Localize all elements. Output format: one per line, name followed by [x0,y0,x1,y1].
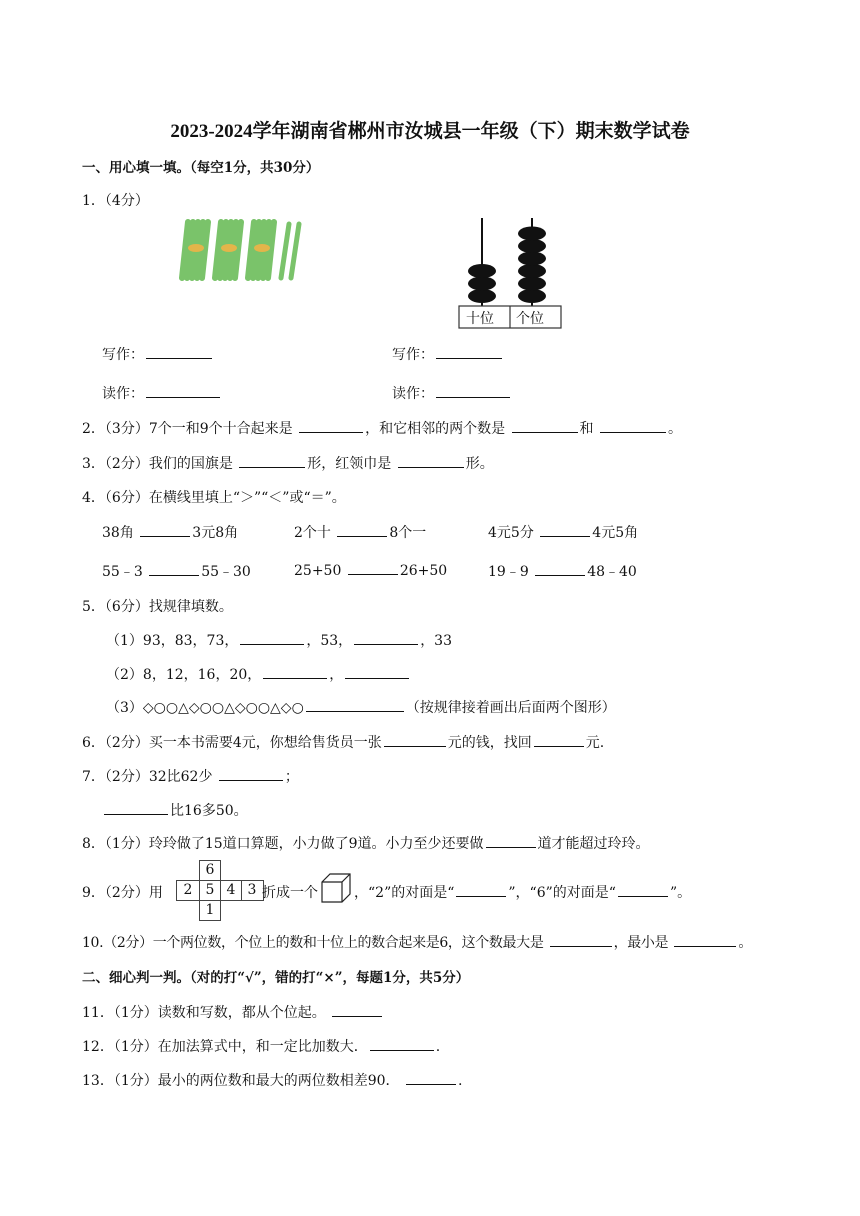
q7-line-2 [102,800,248,820]
q12 [82,1036,440,1056]
q9-blank-2[interactable] [618,883,668,897]
q7-blank-1[interactable] [219,767,283,781]
q4-item-1-left: 38角 [102,525,134,541]
abacus-ones-bead [518,239,546,253]
sticks-bundles-image [172,218,306,282]
abacus-ones-bead [518,264,546,278]
q5-part-1-text-b: ，53， [306,633,353,649]
q4-item-3-right: 4元5角 [592,525,639,541]
q9-text-c: ，“2”的对面是“ [354,885,455,901]
q4-item-1-blank[interactable] [140,523,190,537]
q4-item-2-blank[interactable] [337,523,387,537]
q4-item-2 [294,522,426,542]
q5-part-1-blank-1[interactable] [240,631,304,645]
q4-item-3-left: 4元5分 [488,525,534,541]
net-face-row-1: 2 [183,882,193,898]
q10-blank-2[interactable] [674,933,736,947]
q4-item-5-left: 25+50 [294,563,342,579]
q5-part-1 [106,630,452,650]
q4-item-3 [488,522,638,542]
q4-item-6 [488,561,637,581]
q2-blank-2[interactable] [512,419,578,433]
q13-blank[interactable] [406,1071,456,1085]
q4-item-6-blank[interactable] [535,562,585,576]
q1-label: 1．（4分） [82,193,149,209]
q3-blank-1[interactable] [239,454,305,468]
q3-text-c: 形。 [465,456,494,472]
q2-blank-3[interactable] [600,419,666,433]
q1-write-right-label: 写作： [392,347,434,363]
q4-label: 4．（6分）在横线里填上“＞”“＜”或“＝”。 [82,490,346,506]
net-face-row-3: 4 [221,880,242,900]
q4-item-2-right: 8个一 [389,525,427,541]
q2-text-c: 和 [579,421,594,437]
q4-item-4-left: 55﹣3 [102,564,143,580]
q10-text-b: ，最小是 [613,935,669,951]
q5-part-2-blank-2[interactable] [345,665,409,679]
q1-write-left-blank[interactable] [146,345,212,359]
q10-text-a: 10.（2分）一个两位数，个位上的数和十位上的数合起来是6，这个数最大是 [82,935,544,951]
q6-blank-1[interactable] [384,733,446,747]
q1-read-left-label: 读作： [102,386,144,402]
q8-blank[interactable] [486,834,536,848]
q3 [82,453,494,473]
q9-text-b: 折成一个 [262,885,318,901]
abacus-tens-label: 十位 [466,311,494,327]
q12-text-a: 12．（1分）在加法算式中，和一定比加数大． [82,1039,368,1055]
q4-item-5-right: 26+50 [399,563,448,579]
q5-label: 5．（6分）找规律填数。 [82,599,233,615]
q5-part-1-text-a: （1）93，83，73， [106,633,239,649]
bundle-tie [188,244,204,252]
q2-blank-1[interactable] [299,419,363,433]
q9-text-e: ”。 [669,885,692,901]
q4-item-2-left: 2个十 [294,525,331,541]
q5-part-3 [106,697,616,717]
bundle-tie [221,244,237,252]
q2 [82,418,682,438]
q12-blank[interactable] [370,1037,434,1051]
q6-text-b: 元的钱，找回 [447,735,532,751]
q3-text-a: 3．（2分）我们的国旗是 [82,456,233,472]
q5-part-2 [106,664,411,684]
q4-item-6-right: 48﹣40 [587,564,637,580]
q4-item-4-right: 55﹣30 [201,564,251,580]
q4-item-5 [294,561,447,579]
section-2-heading: 二、细心判一判。（对的打“√”，错的打“×”，每题1分，共5分） [82,970,470,986]
abacus-ones-bead [518,227,546,241]
q10 [82,932,752,952]
abacus-ones-label: 个位 [516,311,544,327]
q3-text-b: 形，红领巾是 [307,456,392,472]
q10-blank-1[interactable] [550,933,612,947]
q5-part-3-text-b: （按规律接着画出后面两个图形） [405,700,616,716]
q11-blank[interactable] [332,1003,382,1017]
cube-net-figure [176,860,262,920]
q1-write-right-blank[interactable] [436,345,502,359]
q3-blank-2[interactable] [398,454,464,468]
q4-item-4-blank[interactable] [149,562,199,576]
net-face-row-4: 3 [247,882,257,898]
q1-write-left-label: 写作： [102,347,144,363]
q13-text-b: . [458,1073,463,1089]
loose-stick [281,224,289,278]
q4-item-1-right: 3元8角 [192,525,239,541]
q7-blank-2[interactable] [104,801,168,815]
q11 [82,1002,384,1022]
q13 [82,1070,462,1090]
q4-item-4 [102,561,251,581]
q8 [82,833,650,853]
q1-read-right-label: 读作： [392,386,434,402]
q5-part-2-text-a: （2）8，12，16，20， [106,667,262,683]
q9-answers [354,882,691,902]
q2-text-d: 。 [668,421,682,437]
q13-text-a: 13．（1分）最小的两位数和最大的两位数相差90． [82,1073,400,1089]
q4-item-6-left: 19﹣9 [488,564,529,580]
q7-text-a: 7．（2分）32比62少 [82,769,213,785]
q5-part-2-blank-1[interactable] [263,665,327,679]
loose-stick [291,224,299,278]
q6 [82,732,604,752]
q9-blank-1[interactable] [456,883,506,897]
q5-part-1-text-c: ，33 [420,633,453,649]
section-1-heading: 一、用心填一填。（每空1分，共30分） [82,160,320,176]
q6-text-a: 6．（2分）买一本书需要4元，你想给售货员一张 [82,735,382,751]
page-title: 2023-2024学年湖南省郴州市汝城县一年级（下）期末数学试卷 [170,121,690,142]
q4-item-1 [102,522,238,542]
abacus-tens-bead [468,264,496,278]
q2-text-a: 2．（3分）7个一和9个十合起来是 [82,421,293,437]
q9-text-a: 9．（2分）用 [82,885,163,901]
abacus-ones-bead [518,252,546,266]
q11-text: 11．（1分）读数和写数，都从个位起。 [82,1005,326,1021]
q5-part-3-blank[interactable] [306,698,404,712]
abacus-ones-bead [518,289,546,303]
q8-text-a: 8．（1分）玲玲做了15道口算题，小力做了9道。小力至少还要做 [82,836,484,852]
q6-blank-2[interactable] [534,733,584,747]
q5-part-1-blank-2[interactable] [354,631,418,645]
q7-line-1 [82,766,299,786]
net-face-bottom: 1 [199,900,221,921]
q4-item-3-blank[interactable] [540,523,590,537]
q5-part-2-text-b: ， [329,667,344,683]
net-face-row-2: 5 [199,880,221,900]
q8-text-b: 道才能超过玲玲。 [537,836,650,852]
abacus-tens-bead [468,277,496,291]
net-face-top: 6 [199,860,221,881]
abacus-tens-bead [468,289,496,303]
q6-text-c: 元. [585,735,605,751]
cube-icon [320,872,352,904]
abacus-ones-bead [518,277,546,291]
q7-text-b: ； [284,769,299,785]
q2-text-b: ，和它相邻的两个数是 [365,421,506,437]
q9-text-d: ”，“6”的对面是“ [508,885,616,901]
q12-text-b: . [435,1039,441,1055]
q4-item-5-blank[interactable] [348,561,398,575]
q5-part-3-text-a: （3）◇○○△◇○○△◇○○△◇○ [106,700,304,716]
q10-text-c: 。 [738,935,752,951]
q7-text-c: 比16多50。 [170,803,248,819]
q1-read-left-blank[interactable] [146,384,220,398]
bundle-tie [254,244,270,252]
q1-read-right-blank[interactable] [436,384,510,398]
